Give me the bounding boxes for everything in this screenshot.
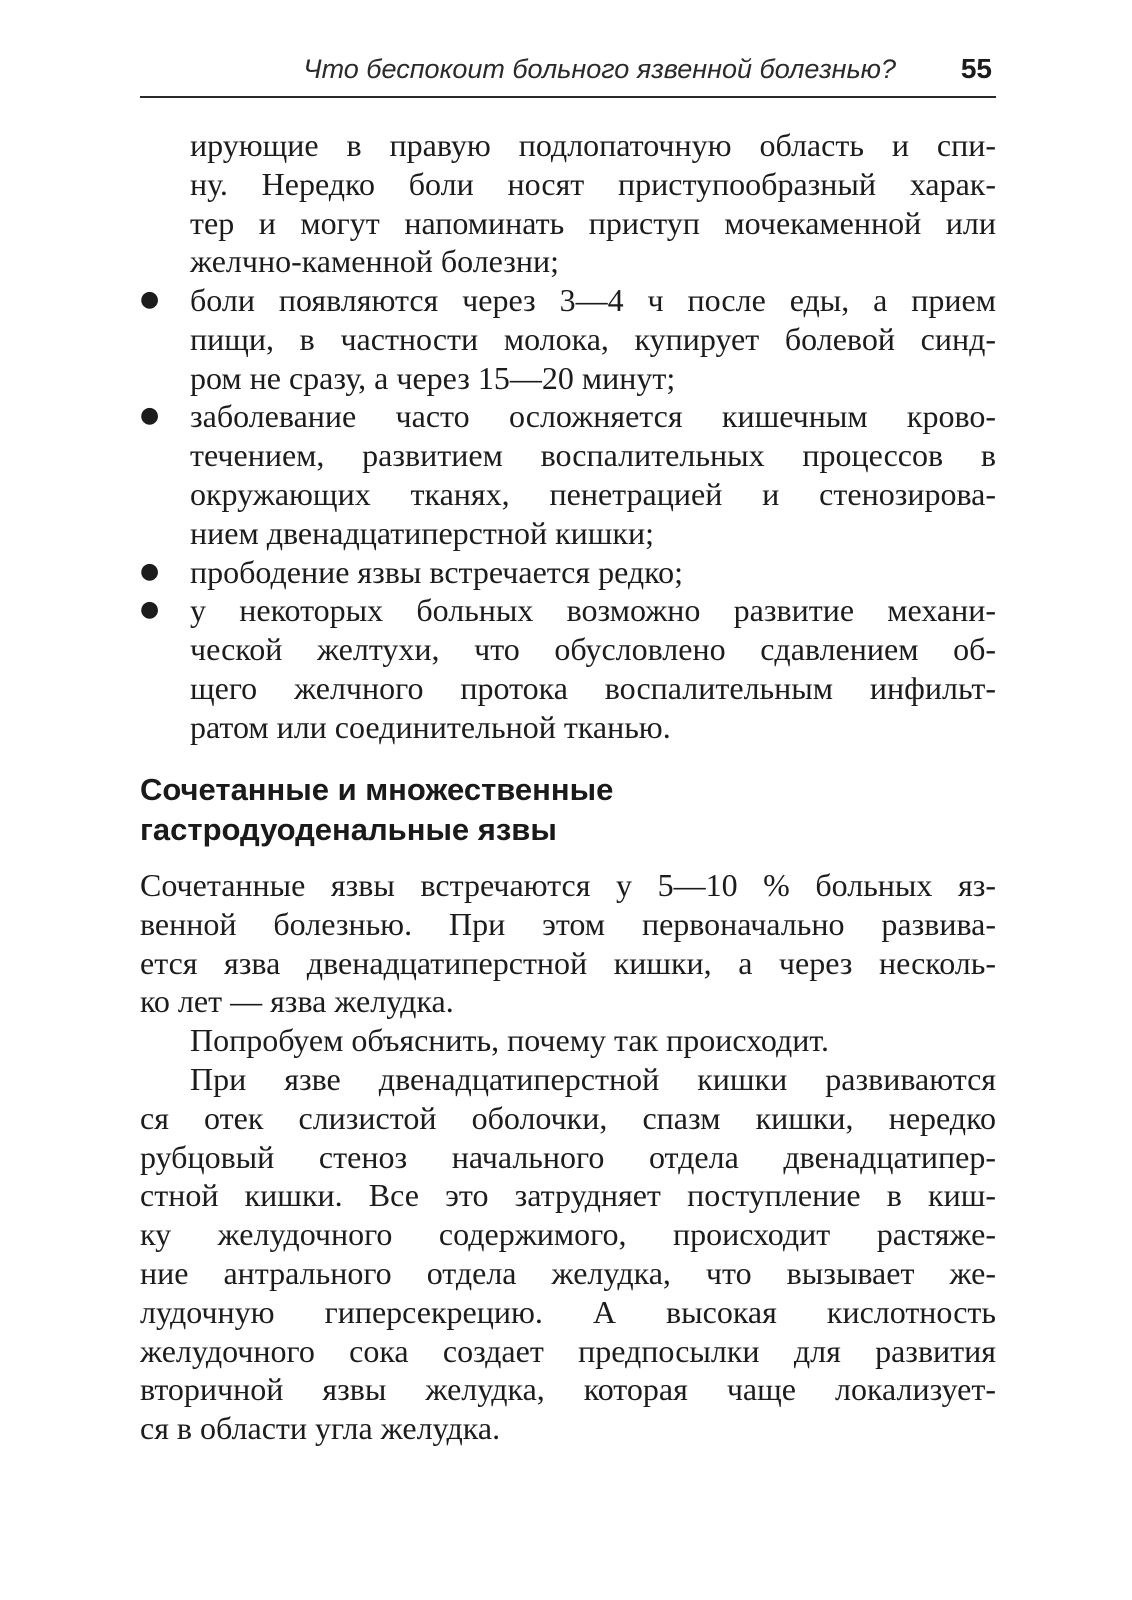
- text-line: у некоторых больных возможно развитие механи-: [190, 592, 996, 629]
- text-line: пищи, в частности молока, купирует болевой синд-: [190, 320, 996, 357]
- text-line: нием двенадцатиперстной кишки;: [190, 514, 654, 551]
- text-line: тер и могут напоминать приступ мочекаменной или: [190, 204, 996, 241]
- text-line: желудочного сока создает предпосылки для развития: [140, 1332, 996, 1369]
- text-line: вторичной язвы желудка, которая чаще локализует-: [140, 1371, 996, 1408]
- text-line: ние антрального отдела желудка, что вызывает же-: [140, 1254, 996, 1291]
- text-line: окружающих тканях, пенетрацией и стенозирова-: [190, 475, 996, 512]
- list-item: [140, 281, 996, 397]
- text-line: При язве двенадцатиперстной кишки развиваются: [190, 1060, 996, 1097]
- text-line: течением, развитием воспалительных процессов в: [190, 437, 996, 474]
- text-line: Попробуем объяснить, почему так происходит.: [190, 1022, 829, 1059]
- paragraph: [140, 866, 996, 1021]
- text-line: ирующие в правую подлопаточную область и спи-: [190, 127, 996, 163]
- bullet-icon: ●: [140, 597, 160, 623]
- text-line: ратом или соединительной тканью.: [190, 708, 671, 745]
- text-line: боли появляются через 3—4 ч после еды, а прием: [190, 282, 996, 318]
- text-line: ну. Нередко боли носят приступообразный харак-: [190, 165, 996, 202]
- text-line: Сочетанные язвы встречаются у 5—10 % больных яз-: [140, 867, 996, 903]
- text-line: заболевание часто осложняется кишечным крово-: [190, 398, 996, 435]
- bullet-icon: ●: [140, 287, 160, 312]
- list-item: [140, 397, 996, 552]
- text-line: щего желчного протока воспалительным инфильт-: [190, 669, 996, 706]
- list-item: [140, 553, 996, 592]
- heading-line: гастродуоденальные язвы: [140, 812, 557, 847]
- page-number: 55: [960, 53, 992, 84]
- bullet-icon: ●: [140, 403, 160, 429]
- heading-line: Сочетанные и множественные: [140, 772, 614, 807]
- paragraph: [140, 1021, 996, 1060]
- bullet-list: [140, 281, 996, 747]
- paragraph: [140, 1060, 996, 1448]
- text-line: лудочную гиперсекрецию. А высокая кислотность: [140, 1293, 996, 1330]
- continuation-text: [140, 126, 996, 281]
- text-line: ется язва двенадцатиперстной кишки, а через несколь-: [140, 944, 996, 981]
- running-header: [140, 50, 996, 98]
- text-line: желчно-каменной болезни;: [190, 243, 560, 280]
- text-line: ческой желтухи, что обусловлено сдавлением об-: [190, 631, 996, 668]
- text-line: рубцовый стеноз начального отдела двенадцатипер-: [140, 1138, 996, 1175]
- text-line: венной болезнью. При этом первоначально развива-: [140, 905, 996, 942]
- text-line: ся в области угла желудка.: [140, 1410, 501, 1447]
- text-line: ром не сразу, а через 15—20 минут;: [190, 359, 676, 396]
- text-line: ку желудочного содержимого, происходит растяже-: [140, 1216, 996, 1253]
- section-heading: [140, 770, 996, 850]
- section-body: [140, 866, 996, 1448]
- text-line: ся отек слизистой оболочки, спазм кишки, нередко: [140, 1099, 996, 1136]
- bullet-icon: ●: [140, 558, 160, 584]
- text-line: прободение язвы встречается редко;: [190, 553, 683, 590]
- running-title: Что беспокоит больного язвенной болезнью?: [303, 54, 896, 84]
- text-line: стной кишки. Все это затрудняет поступление в киш-: [140, 1177, 996, 1214]
- list-item: [140, 591, 996, 746]
- text-line: ко лет — язва желудка.: [140, 983, 454, 1020]
